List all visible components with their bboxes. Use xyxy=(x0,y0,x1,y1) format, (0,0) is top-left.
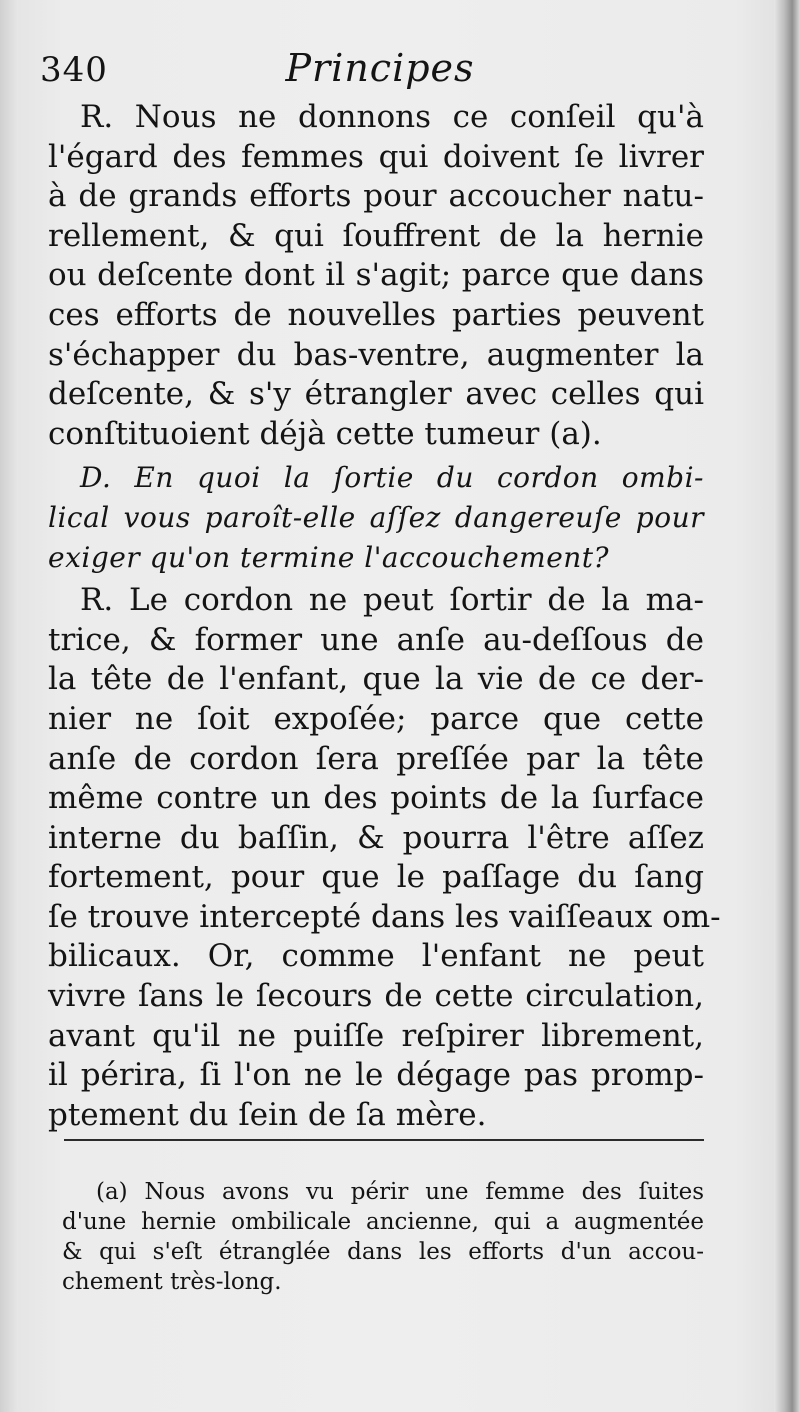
text-line: l'égard des femmes qui doivent ſe livrer xyxy=(48,138,704,175)
page-left-edge xyxy=(0,0,18,1412)
text-line: R. Le cordon ne peut ſortir de la ma- xyxy=(80,582,704,619)
text-line: il périra, ſi l'on ne le dégage pas promp- xyxy=(48,1057,704,1094)
paragraph-answer-2 xyxy=(48,581,721,1135)
text-line: à de grands efforts pour accoucher natu- xyxy=(48,178,704,215)
footnote-line: d'une hernie ombilicale ancienne, qui a augmentée xyxy=(62,1209,704,1235)
text-line: la tête de l'enfant, que la vie de ce der- xyxy=(48,661,704,698)
footnote-line: chement très-long. xyxy=(62,1269,282,1295)
text-line: exiger qu'on termine l'accouchement? xyxy=(48,540,610,574)
text-line: lical vous paroît-elle aſſez dangereuſe pour xyxy=(48,500,704,534)
text-line: ou deſcente dont il s'agit; parce que dans xyxy=(48,257,704,294)
text-line: s'échapper du bas-ventre, augmenter la xyxy=(48,336,704,373)
text-line: fortement, pour que le paſſage du ſang xyxy=(48,859,704,896)
text-line: bilicaux. Or, comme l'enfant ne peut xyxy=(48,938,704,975)
text-line: vivre ſans le ſecours de cette circulation, xyxy=(48,978,704,1015)
text-line: même contre un des points de la ſurface xyxy=(48,780,704,817)
text-line: avant qu'il ne puiſſe reſpirer librement, xyxy=(48,1017,704,1054)
page-number: 340 xyxy=(40,50,108,90)
page-header xyxy=(40,46,720,90)
footnote-rule xyxy=(64,1139,704,1141)
text-line: conſtituoient déjà cette tumeur (a). xyxy=(48,415,602,452)
footnote-line: & qui s'eſt étranglée dans les efforts d'un accou- xyxy=(62,1239,704,1265)
text-line: D. En quoi la ſortie du cordon ombi- xyxy=(80,461,704,495)
text-line: ptement du ſein de ſa mère. xyxy=(48,1096,487,1133)
footnote-line: (a) Nous avons vu périr une femme des ſuites xyxy=(96,1179,704,1205)
text-line: interne du baſſin, & pourra l'être aſſez xyxy=(48,819,704,856)
footnote xyxy=(62,1177,704,1297)
text-line: deſcente, & s'y étrangler avec celles qui xyxy=(48,376,704,413)
body-text xyxy=(48,98,721,1135)
paragraph-answer-1 xyxy=(48,98,704,454)
running-title: Principes xyxy=(285,46,475,90)
text-line: ſe trouve intercepté dans les vaiſſeaux om- xyxy=(48,898,721,935)
text-line: ces efforts de nouvelles parties peuvent xyxy=(48,296,704,333)
text-line: trice, & former une anſe au-deſſous de xyxy=(48,621,704,658)
text-line: nier ne ſoit expoſée; parce que cette xyxy=(48,700,704,737)
page-gutter-shadow xyxy=(774,0,800,1412)
text-line: rellement, & qui ſouffrent de la hernie xyxy=(48,217,704,254)
text-line: R. Nous ne donnons ce conſeil qu'à xyxy=(80,99,704,135)
paragraph-question xyxy=(48,458,704,577)
text-line: anſe de cordon ſera preſſée par la tête xyxy=(48,740,704,777)
